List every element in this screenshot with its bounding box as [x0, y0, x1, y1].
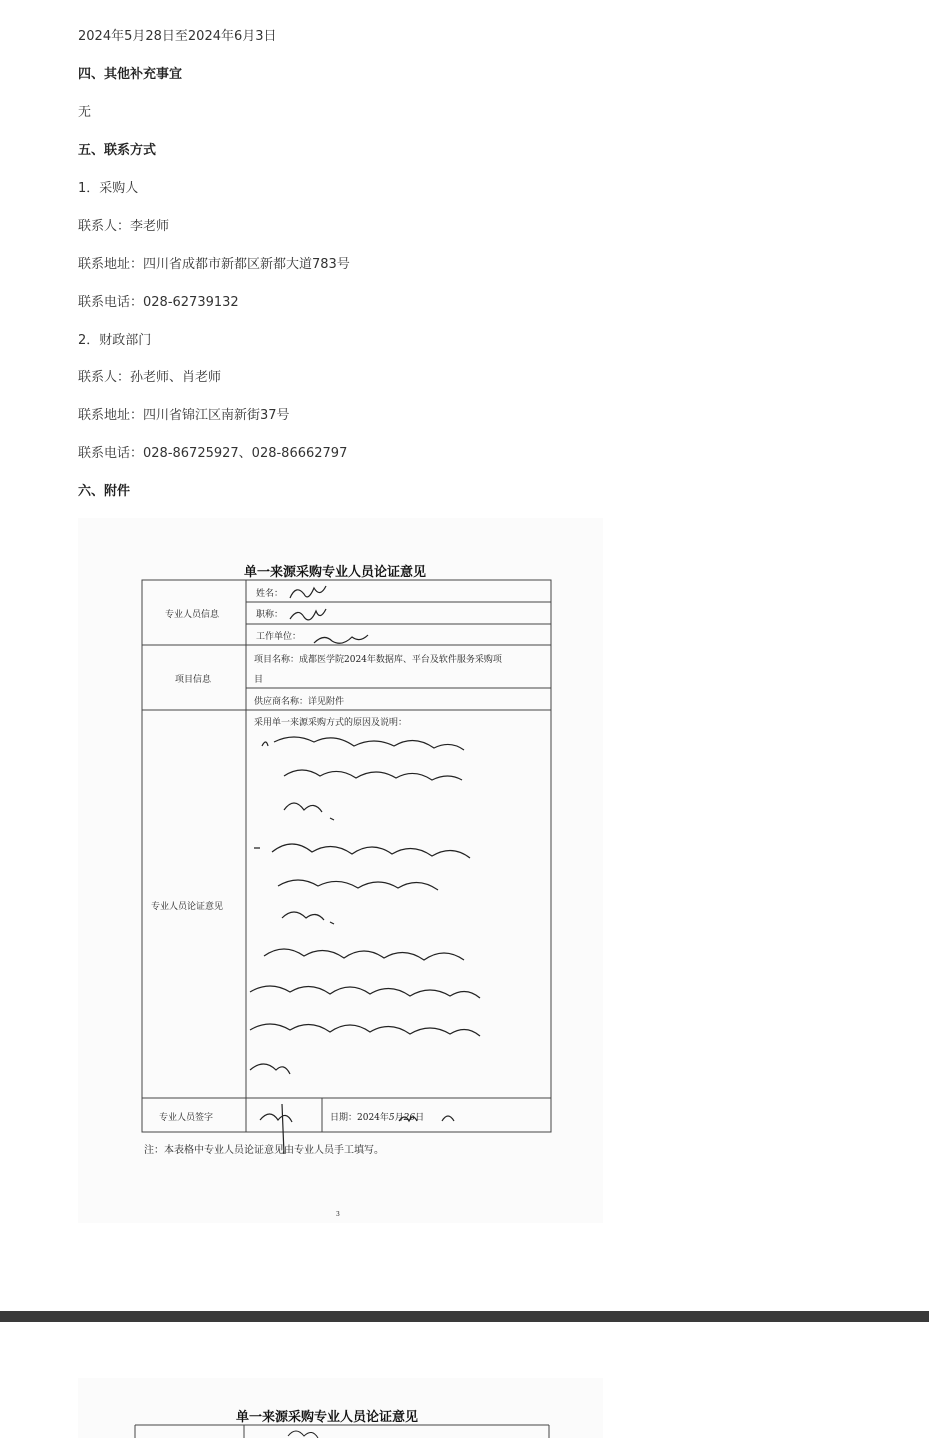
project-name-line2: 目: [254, 675, 264, 685]
signature-date: [330, 1110, 424, 1123]
section4-heading: 四、其他补充事宜: [78, 67, 183, 82]
date-day: 26: [403, 1113, 416, 1123]
finance-heading: 2．财政部门: [78, 333, 152, 348]
scan2-title: 单一来源采购专业人员论证意见: [236, 1410, 419, 1425]
field-name: 姓名：: [256, 589, 284, 599]
page-divider: [0, 1311, 929, 1322]
date-month-unit: 月: [394, 1113, 404, 1123]
scan-note: 注：本表格中专业人员论证意见由专业人员手工填写。: [144, 1145, 384, 1156]
section6-heading: 六、附件: [78, 484, 131, 499]
finance-contact: 联系人：孙老师、肖老师: [78, 370, 222, 385]
purchaser-phone: 联系电话：028-62739132: [78, 295, 239, 310]
date-prefix: 日期：2024年: [330, 1113, 389, 1123]
supplier-name: 供应商名称：详见附件: [254, 697, 345, 707]
row-opinion: 专业人员论证意见: [151, 902, 224, 912]
date-month: 5: [388, 1113, 395, 1123]
purchaser-address: 联系地址：四川省成都市新都区新都大道783号: [78, 257, 350, 272]
row-signature: 专业人员签字: [159, 1113, 214, 1123]
period-text: 2024年5月28日至2024年6月3日: [78, 29, 277, 44]
reason-label: 采用单一来源采购方式的原因及说明：: [254, 718, 408, 728]
section4-value: 无: [78, 105, 92, 120]
field-unit: 工作单位：: [256, 632, 302, 642]
project-name-line1: 项目名称：成都医学院2024年数据库、平台及软件服务采购项: [254, 655, 502, 665]
row-expert-info: 专业人员信息: [165, 610, 220, 620]
scan-page-number: 3: [336, 1211, 340, 1218]
date-day-unit: 日: [415, 1113, 425, 1123]
scan2-table-grid: [78, 1378, 603, 1438]
attachment-scan-1: [78, 518, 603, 1223]
purchaser-contact: 联系人：李老师: [78, 219, 170, 234]
purchaser-heading: 1．采购人: [78, 181, 139, 196]
section5-heading: 五、联系方式: [78, 143, 157, 158]
attachment-scan-2: [78, 1378, 603, 1438]
row-project-info: 项目信息: [175, 675, 212, 685]
field-title: 职称：: [256, 610, 284, 620]
scan-title: 单一来源采购专业人员论证意见: [244, 565, 427, 580]
finance-phone: 联系电话：028-86725927、028-86662797: [78, 446, 348, 461]
finance-address: 联系地址：四川省锦江区南新街37号: [78, 408, 290, 423]
